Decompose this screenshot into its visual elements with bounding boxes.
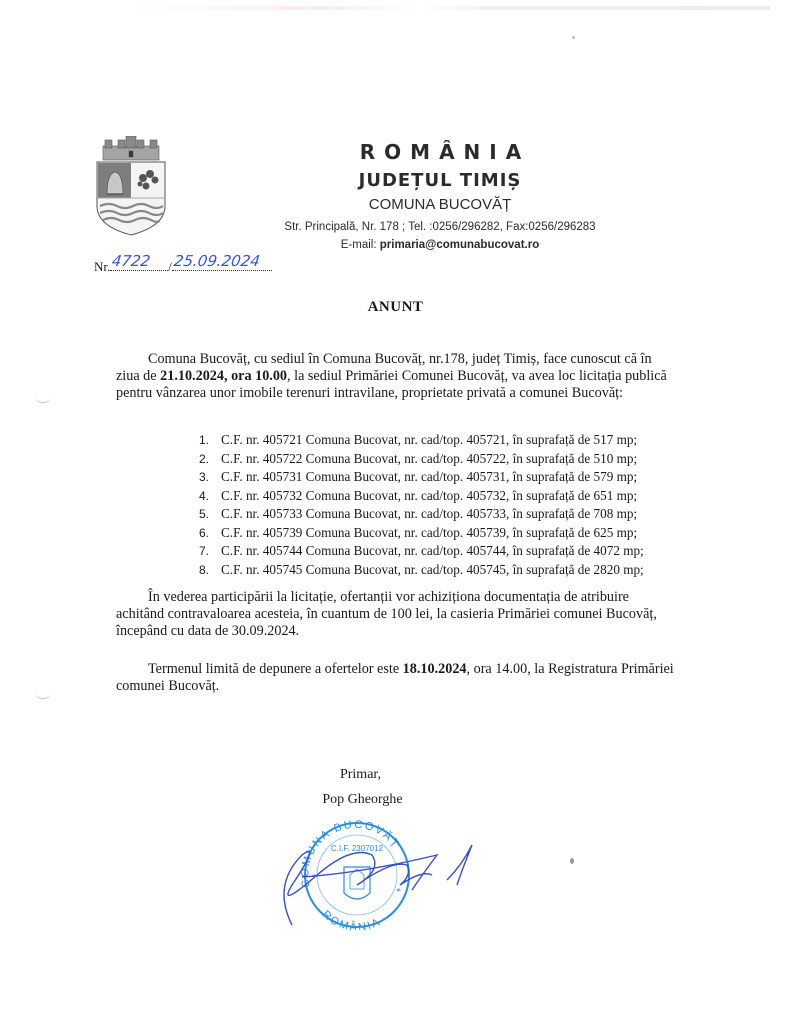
address-line: Str. Principală, Nr. 178 ; Tel. :0256/296282, Fax:0256/296283 [284, 221, 596, 233]
registration-separator: / [168, 259, 172, 274]
list-item-number: 7. [199, 544, 210, 558]
deadline-text-cont: , ora 14.00, la Registratura Primăriei comunei Bucovăț. [116, 661, 674, 694]
county-name: JUDEȚUL TIMIȘ [358, 170, 522, 191]
list-item-number: 8. [199, 562, 210, 577]
list-item-number: 6. [199, 525, 210, 540]
coat-of-arms-icon [93, 136, 169, 236]
scan-artifact [130, 6, 770, 10]
commune-name: COMUNA BUCOVĂȚ [368, 196, 512, 213]
list-item-text: C.F. nr. 405721 Comuna Bucovat, nr. cad/top. 405721, în suprafață de 517 mp; [221, 432, 638, 447]
registration-number [94, 252, 272, 275]
document-title: ANUNT [367, 299, 424, 315]
scan-speck [572, 36, 575, 39]
list-item [199, 561, 644, 580]
list-item-number: 2. [199, 451, 210, 466]
list-item-text: C.F. nr. 405744 Comuna Bucovat, nr. cad/top. 405744, în suprafață de 4072 mp; [221, 543, 644, 558]
stamp-bottom-text: ROMÂNIA [319, 908, 384, 930]
list-item [199, 431, 644, 450]
property-list [199, 431, 644, 579]
punch-hole-mark [35, 688, 51, 699]
stamp-top-text: COMUNA BUCOVĂȚ [299, 818, 403, 889]
intro-paragraph [116, 351, 676, 402]
deadline-text: Termenul limită de depunere a ofertelor este [148, 661, 403, 677]
list-item [199, 505, 644, 524]
intro-text-cont: , la sediul Primăriei Comunei Bucovăț, va avea loc licitația publică pentru vânzarea unor imobile terenuri intravilane, proprietate privată a comunei Bucovăț: [116, 368, 667, 401]
email-label: E-mail: [340, 239, 380, 251]
list-item [199, 524, 644, 543]
list-item [199, 468, 644, 487]
registration-prefix: Nr. [94, 259, 111, 274]
auction-date: 21.10.2024, ora 10.00 [160, 368, 288, 384]
list-item [199, 450, 644, 469]
list-item-text: C.F. nr. 405722 Comuna Bucovat, nr. cad/top. 405722, în suprafață de 510 mp; [221, 450, 638, 466]
list-item-text: C.F. nr. 405739 Comuna Bucovat, nr. cad/top. 405739, în suprafață de 625 mp; [221, 524, 638, 540]
deadline-date: 18.10.2024 [402, 661, 467, 677]
registration-date-handwritten: 25.09.2024 [172, 252, 262, 270]
registration-number-handwritten: 4722 [110, 252, 152, 270]
list-item-number: 1. [199, 433, 210, 447]
stamp-icon [299, 819, 409, 930]
svg-text:*: * [312, 873, 317, 884]
signatory-name: Pop Gheorghe [322, 792, 403, 807]
list-item-text: C.F. nr. 405745 Comuna Bucovat, nr. cad/top. 405745, în suprafață de 2820 mp; [221, 561, 644, 577]
email-line [250, 236, 630, 254]
stamp-cif: C.I.F. 2307012 [330, 844, 384, 853]
list-item-number: 5. [199, 507, 210, 521]
list-item-text: C.F. nr. 405733 Comuna Bucovat, nr. cad/top. 405733, în suprafață de 708 mp; [221, 506, 638, 521]
list-item [199, 542, 644, 561]
list-item-number: 3. [199, 470, 210, 484]
scan-speck [570, 858, 574, 864]
list-item-text: C.F. nr. 405732 Comuna Bucovat, nr. cad/top. 405732, în suprafață de 651 mp; [221, 487, 638, 503]
list-item-number: 4. [199, 488, 210, 503]
participation-paragraph: În vederea participării la licitație, ofertanții vor achiziționa documentația de atribuire achitând contravaloarea acesteia, în cuantum de 100 lei, la casieria Primăriei comunei Bucovăț, începând cu data de 30.09.2024. [116, 589, 657, 639]
svg-text:*: * [396, 887, 401, 898]
email-address: primaria@comunabucovat.ro [379, 239, 540, 251]
punch-hole-mark [35, 392, 51, 403]
signatory-role: Primar, [339, 767, 382, 782]
official-stamp-and-signature [262, 815, 492, 930]
letterhead [250, 138, 630, 254]
list-item [199, 487, 644, 506]
deadline-paragraph [116, 661, 676, 695]
country-name: ROMÂNIA [359, 140, 531, 164]
intro-text: Comuna Bucovăț, cu sediul în Comuna Bucovăț, nr.178, județ Timiș, face cunoscut că în ziua de [116, 351, 652, 384]
list-item-text: C.F. nr. 405731 Comuna Bucovat, nr. cad/top. 405731, în suprafață de 579 mp; [221, 469, 638, 484]
